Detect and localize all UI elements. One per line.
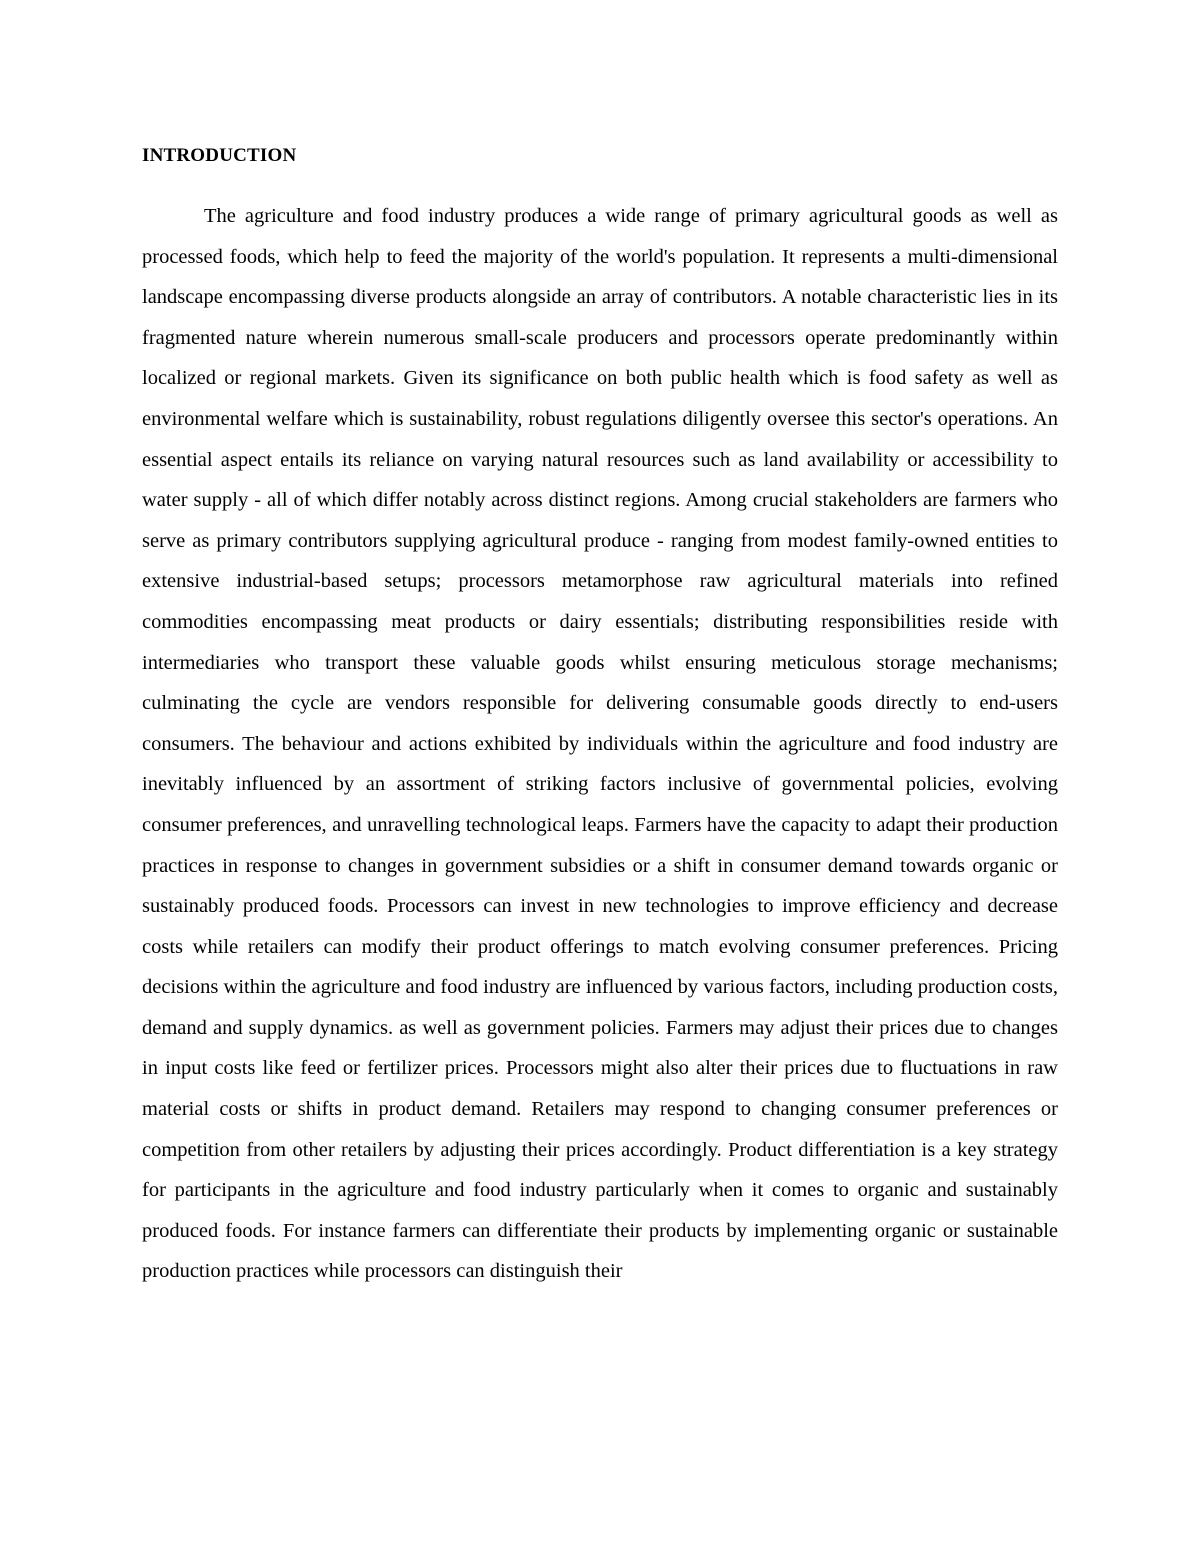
document-content xyxy=(142,138,1058,1292)
body-paragraph: The agriculture and food industry produces a wide range of primary agricultural goods as well as processed foods, which help to feed the majority of the world's population. It represents a multi-dimensional landscape encompassing diverse products alongside an array of contributors. A notable characteristic lies in its fragmented nature wherein numerous small-scale producers and processors operate predominantly within localized or regional markets. Given its significance on both public health which is food safety as well as environmental welfare which is sustainability, robust regulations diligently oversee this sector's operations. An essential aspect entails its reliance on varying natural resources such as land availability or accessibility to water supply - all of which differ notably across distinct regions. Among crucial stakeholders are farmers who serve as primary contributors supplying agricultural produce - ranging from modest family-owned entities to extensive industrial-based setups; processors metamorphose raw agricultural materials into refined commodities encompassing meat products or dairy essentials; distributing responsibilities reside with intermediaries who transport these valuable goods whilst ensuring meticulous storage mechanisms; culminating the cycle are vendors responsible for delivering consumable goods directly to end-users consumers. The behaviour and actions exhibited by individuals within the agriculture and food industry are inevitably influenced by an assortment of striking factors inclusive of governmental policies, evolving consumer preferences, and unravelling technological leaps. Farmers have the capacity to adapt their production practices in response to changes in government subsidies or a shift in consumer demand towards organic or sustainably produced foods. Processors can invest in new technologies to improve efficiency and decrease costs while retailers can modify their product offerings to match evolving consumer preferences. Pricing decisions within the agriculture and food industry are influenced by various factors, including production costs, demand and supply dynamics. as well as government policies. Farmers may adjust their prices due to changes in input costs like feed or fertilizer prices. Processors might also alter their prices due to fluctuations in raw material costs or shifts in product demand. Retailers may respond to changing consumer preferences or competition from other retailers by adjusting their prices accordingly. Product differentiation is a key strategy for participants in the agriculture and food industry particularly when it comes to organic and sustainably produced foods. For instance farmers can differentiate their products by implementing organic or sustainable production practices while processors can distinguish their xyxy=(142,205,1058,1283)
section-heading: INTRODUCTION xyxy=(142,145,297,166)
